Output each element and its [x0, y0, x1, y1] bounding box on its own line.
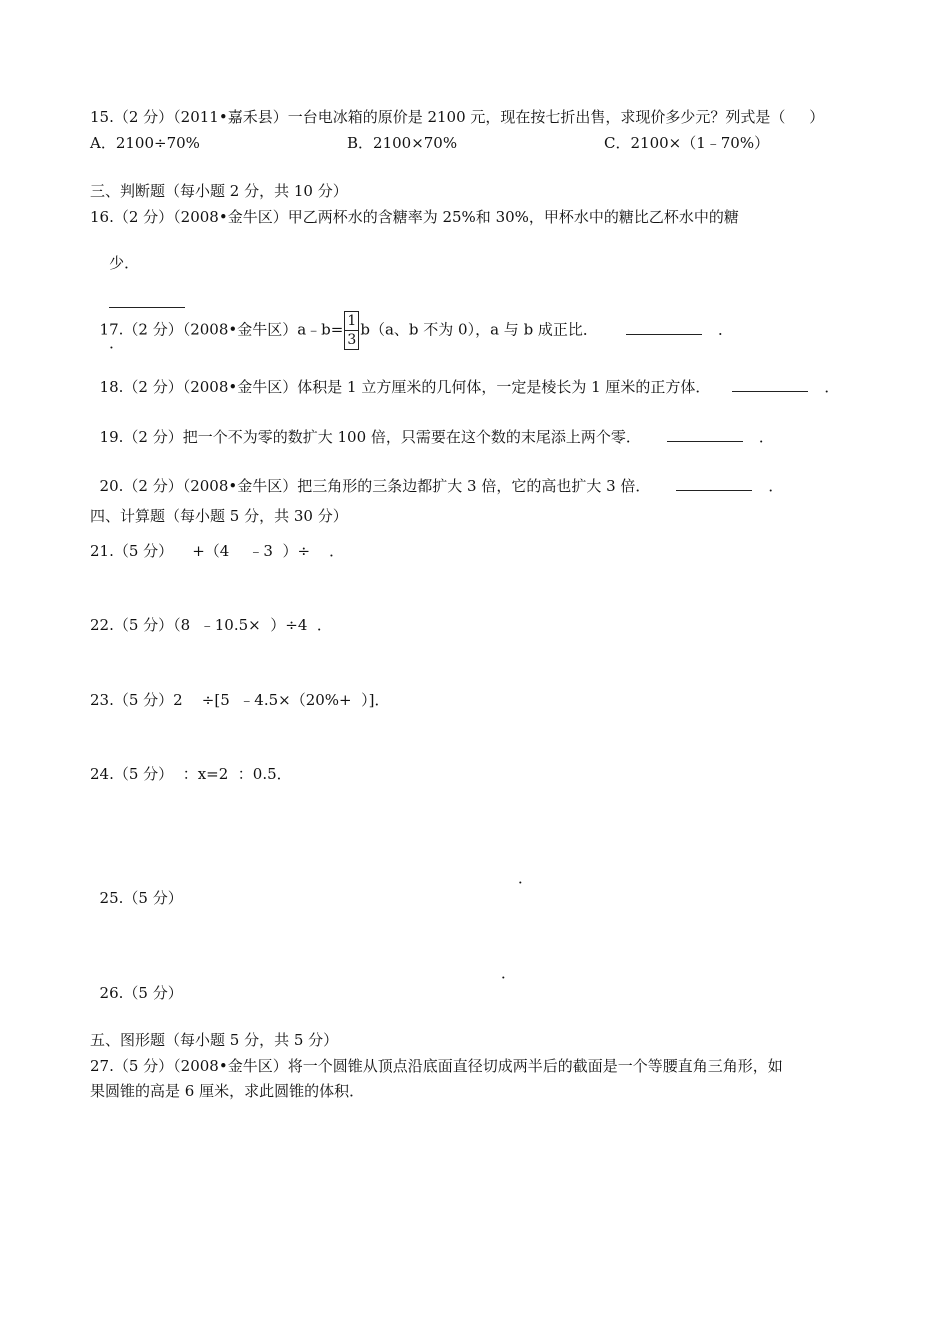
q17-answer-blank[interactable] [626, 320, 702, 335]
q25-label: 25.（5 分） [99, 889, 183, 907]
q16-line-1: 16.（2 分）（2008•金牛区）甲乙两杯水的含糖率为 25%和 30%，甲杯水中的糖比乙杯水中的糖 [90, 208, 739, 226]
section-5-heading: 五、图形题（每小题 5 分，共 5 分） [90, 1031, 339, 1049]
question-17 [90, 291, 733, 350]
q17-after: b（a、b 不为 0），a 与 b 成正比． [360, 320, 598, 339]
q18-end: ． [824, 378, 840, 396]
q26-end: ． [501, 964, 517, 982]
q15-option-b: B．2100×70% [347, 134, 458, 152]
section-3-heading: 三、判断题（每小题 2 分，共 10 分） [90, 182, 348, 200]
q27-line-1: 27.（5 分）（2008•金牛区）将一个圆锥从顶点沿底面直径切成两半后的截面是一个等腰直角三角形，如 [90, 1057, 783, 1075]
q17-end: ． [717, 320, 733, 339]
q16-line-2: 少． [109, 254, 140, 272]
question-23: 23.（5 分）2 ÷[5 ﹣4.5×（20%+ ）]． [90, 691, 390, 709]
fraction-one-third [344, 311, 359, 350]
question-24: 24.（5 分） ：x=2 ：0.5． [90, 765, 292, 783]
q20-text: 20.（2 分）（2008•金牛区）把三角形的三条边都扩大 3 倍，它的高也扩大 3 倍． [99, 477, 651, 495]
q15-option-c: C．2100×（1﹣70%） [604, 134, 770, 152]
fraction-numerator: 1 [345, 312, 358, 331]
question-19 [90, 407, 774, 447]
q15-option-a: A．2100÷70% [90, 134, 200, 152]
q16-end: ． [109, 334, 125, 352]
q20-answer-blank[interactable] [676, 476, 752, 491]
section-4-heading: 四、计算题（每小题 5 分，共 30 分） [90, 507, 348, 525]
q19-answer-blank[interactable] [667, 427, 743, 442]
q17-before: 17.（2 分）（2008•金牛区）a﹣b= [99, 320, 344, 339]
question-22: 22.（5 分）（8 ﹣10.5× ）÷4 ． [90, 616, 332, 634]
question-20 [90, 456, 783, 496]
question-26 [90, 963, 183, 1003]
question-18 [90, 357, 839, 397]
q18-text: 18.（2 分）（2008•金牛区）体积是 1 立方厘米的几何体，一定是棱长为 1 厘米的正方体． [99, 378, 711, 396]
q18-answer-blank[interactable] [732, 377, 808, 392]
q26-label: 26.（5 分） [99, 984, 183, 1002]
question-25 [90, 868, 183, 908]
q20-end: ． [768, 477, 784, 495]
q15-stem: 15.（2 分）（2011•嘉禾县）一台电冰箱的原价是 2100 元，现在按七折出售，求现价多少元？列式是（ ） [90, 108, 825, 126]
q19-end: ． [758, 428, 774, 446]
q19-text: 19.（2 分）把一个不为零的数扩大 100 倍，只需要在这个数的末尾添上两个零． [99, 428, 641, 446]
question-21: 21.（5 分） +（4 ﹣3 ）÷ ． [90, 542, 345, 560]
fraction-denominator: 3 [347, 332, 357, 348]
q25-end: ． [518, 869, 534, 887]
q27-line-2: 果圆锥的高是 6 厘米，求此圆锥的体积． [90, 1082, 365, 1100]
